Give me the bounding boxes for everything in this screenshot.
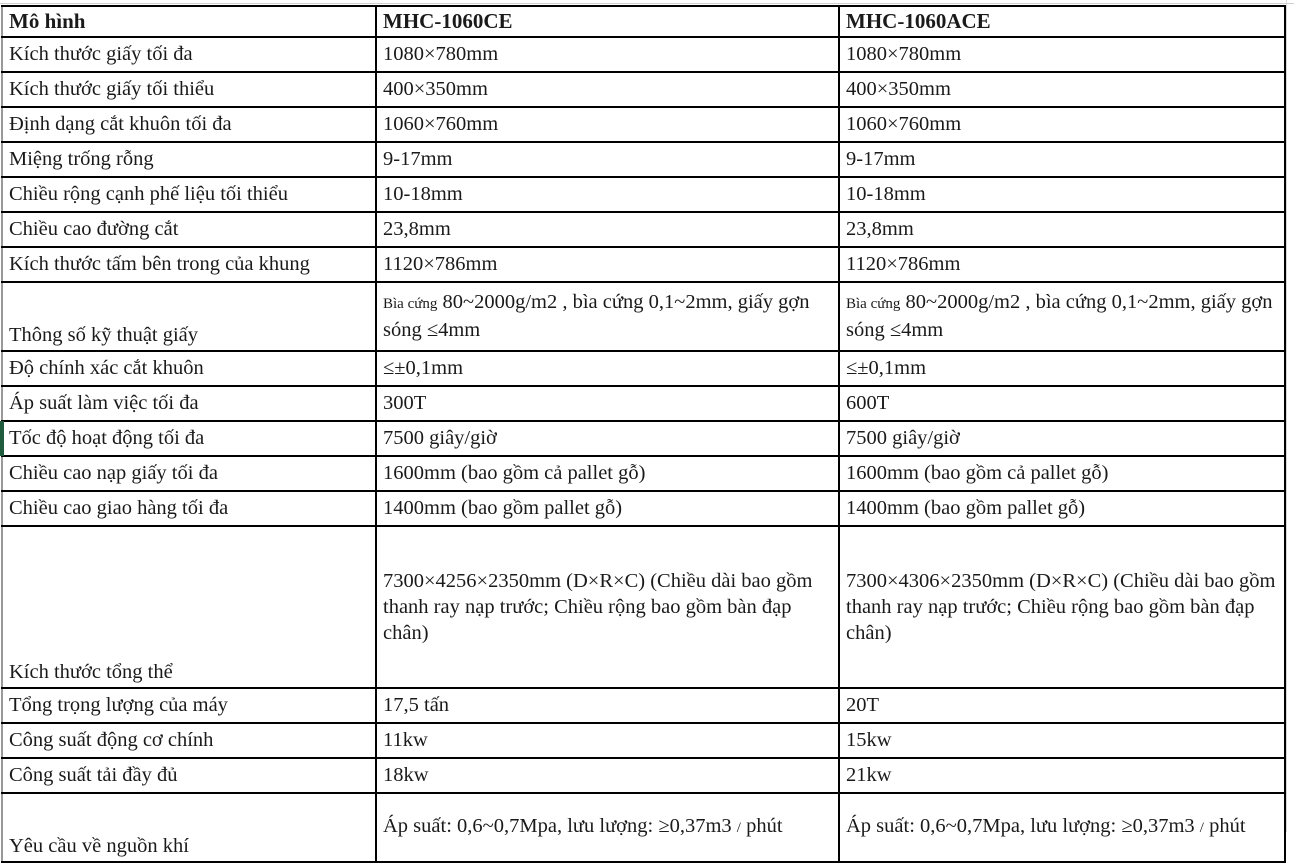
- row-label-cell[interactable]: Kích thước tổng thể: [2, 526, 376, 688]
- table-row[interactable]: [2, 177, 1285, 212]
- table-row[interactable]: [2, 142, 1285, 177]
- machine-specification-table: [1, 5, 1286, 863]
- table-header-row: [2, 6, 1285, 37]
- row-label-cell[interactable]: Áp suất làm việc tối đa: [2, 386, 376, 421]
- value-cell-mhc-1060ce[interactable]: 1120×786mm: [376, 247, 839, 282]
- row-label-cell[interactable]: Kích thước tấm bên trong của khung: [2, 247, 376, 282]
- value-cell-mhc-1060ce[interactable]: 23,8mm: [376, 212, 839, 247]
- value-cell-mhc-1060ce[interactable]: ≤±0,1mm: [376, 351, 839, 386]
- value-cell-mhc-1060ace[interactable]: 7300×4306×2350mm (D×R×C) (Chiều dài bao gồm thanh ray nạp trước; Chiều rộng bao gồm bàn đạp chân): [839, 526, 1285, 688]
- value-cell-mhc-1060ce[interactable]: 17,5 tấn: [376, 688, 839, 723]
- cell-text-fragment: Bìa cứng: [383, 296, 438, 312]
- value-cell-mhc-1060ace[interactable]: 9-17mm: [839, 142, 1285, 177]
- cell-text-fragment: phút: [1203, 815, 1246, 837]
- value-cell-mhc-1060ace[interactable]: ≤±0,1mm: [839, 351, 1285, 386]
- value-cell-mhc-1060ce[interactable]: [376, 282, 839, 351]
- value-cell-mhc-1060ace[interactable]: 1080×780mm: [839, 37, 1285, 72]
- row-label-cell[interactable]: Yêu cầu về nguồn khí: [2, 793, 376, 862]
- table-row[interactable]: [2, 758, 1285, 793]
- row-label-cell[interactable]: Chiều rộng cạnh phế liệu tối thiểu: [2, 177, 376, 212]
- row-label-cell[interactable]: Độ chính xác cắt khuôn: [2, 351, 376, 386]
- value-cell-mhc-1060ce[interactable]: 1080×780mm: [376, 37, 839, 72]
- table-row[interactable]: [2, 688, 1285, 723]
- row-label-cell[interactable]: Chiều cao nạp giấy tối đa: [2, 456, 376, 491]
- table-row[interactable]: [2, 793, 1285, 862]
- row-label-cell[interactable]: Tổng trọng lượng của máy: [2, 688, 376, 723]
- table-row[interactable]: [2, 421, 1285, 456]
- column-header-mhc-1060ce[interactable]: MHC-1060CE: [376, 6, 839, 37]
- cell-text-fragment: 80~2000g/m2 , bìa cứng 0,1~2mm, giấy gợn sóng ≤4mm: [846, 291, 1273, 341]
- row-label-cell[interactable]: Công suất tải đầy đủ: [2, 758, 376, 793]
- value-cell-mhc-1060ce[interactable]: 11kw: [376, 723, 839, 758]
- table-row[interactable]: [2, 723, 1285, 758]
- table-row[interactable]: [2, 72, 1285, 107]
- table-row[interactable]: [2, 526, 1285, 688]
- value-cell-mhc-1060ace[interactable]: 400×350mm: [839, 72, 1285, 107]
- cell-text-fragment: phút: [740, 815, 783, 837]
- cell-text-fragment: Bìa cứng: [846, 296, 901, 312]
- value-cell-mhc-1060ce[interactable]: 9-17mm: [376, 142, 839, 177]
- value-cell-mhc-1060ace[interactable]: 1600mm (bao gồm cả pallet gỗ): [839, 456, 1285, 491]
- row-label-cell[interactable]: Tốc độ hoạt động tối đa: [2, 421, 376, 456]
- value-cell-mhc-1060ce[interactable]: 1400mm (bao gồm pallet gỗ): [376, 491, 839, 526]
- table-row[interactable]: [2, 386, 1285, 421]
- value-cell-mhc-1060ace[interactable]: 1400mm (bao gồm pallet gỗ): [839, 491, 1285, 526]
- cell-text-fragment: /: [1199, 820, 1204, 836]
- row-label-cell[interactable]: Định dạng cắt khuôn tối đa: [2, 107, 376, 142]
- column-header-mhc-1060ace[interactable]: MHC-1060ACE: [839, 6, 1285, 37]
- value-cell-mhc-1060ce[interactable]: 7300×4256×2350mm (D×R×C) (Chiều dài bao gồm thanh ray nạp trước; Chiều rộng bao gồm bàn đạp chân): [376, 526, 839, 688]
- row-label-cell[interactable]: Kích thước giấy tối thiểu: [2, 72, 376, 107]
- value-cell-mhc-1060ce[interactable]: 300T: [376, 386, 839, 421]
- value-cell-mhc-1060ace[interactable]: 600T: [839, 386, 1285, 421]
- table-row[interactable]: [2, 456, 1285, 491]
- table-row[interactable]: [2, 491, 1285, 526]
- value-cell-mhc-1060ace[interactable]: 23,8mm: [839, 212, 1285, 247]
- sheet-gridline-right: [1286, 0, 1287, 832]
- cell-text-fragment: Áp suất: 0,6~0,7Mpa, lưu lượng: ≥0,37m3: [846, 815, 1200, 837]
- table-row[interactable]: [2, 351, 1285, 386]
- value-cell-mhc-1060ce[interactable]: 1060×760mm: [376, 107, 839, 142]
- cell-text-fragment: 80~2000g/m2 , bìa cứng 0,1~2mm, giấy gợn sóng ≤4mm: [383, 291, 810, 341]
- row-label-cell[interactable]: Thông số kỹ thuật giấy: [2, 282, 376, 351]
- value-cell-mhc-1060ce[interactable]: [376, 793, 839, 862]
- table-row[interactable]: [2, 282, 1285, 351]
- value-cell-mhc-1060ace[interactable]: 1060×760mm: [839, 107, 1285, 142]
- table-row[interactable]: [2, 107, 1285, 142]
- table-row[interactable]: [2, 37, 1285, 72]
- cell-text-fragment: /: [736, 820, 741, 836]
- table-row[interactable]: [2, 212, 1285, 247]
- value-cell-mhc-1060ce[interactable]: 1600mm (bao gồm cả pallet gỗ): [376, 456, 839, 491]
- row-selection-accent: [0, 421, 4, 456]
- row-label-cell[interactable]: Chiều cao giao hàng tối đa: [2, 491, 376, 526]
- value-cell-mhc-1060ace[interactable]: [839, 793, 1285, 862]
- value-cell-mhc-1060ce[interactable]: 400×350mm: [376, 72, 839, 107]
- value-cell-mhc-1060ce[interactable]: 10-18mm: [376, 177, 839, 212]
- value-cell-mhc-1060ce[interactable]: 7500 giây/giờ: [376, 421, 839, 456]
- row-label-cell[interactable]: Miệng trống rỗng: [2, 142, 376, 177]
- value-cell-mhc-1060ace[interactable]: 7500 giây/giờ: [839, 421, 1285, 456]
- value-cell-mhc-1060ace[interactable]: [839, 282, 1285, 351]
- value-cell-mhc-1060ace[interactable]: 1120×786mm: [839, 247, 1285, 282]
- column-header-model-label[interactable]: Mô hình: [2, 6, 376, 37]
- row-label-cell[interactable]: Kích thước giấy tối đa: [2, 37, 376, 72]
- row-label-cell[interactable]: Công suất động cơ chính: [2, 723, 376, 758]
- value-cell-mhc-1060ce[interactable]: 18kw: [376, 758, 839, 793]
- value-cell-mhc-1060ace[interactable]: 10-18mm: [839, 177, 1285, 212]
- row-label-cell[interactable]: Chiều cao đường cắt: [2, 212, 376, 247]
- value-cell-mhc-1060ace[interactable]: 15kw: [839, 723, 1285, 758]
- table-body: [2, 37, 1285, 862]
- sheet-gridline-top: [0, 3, 1294, 4]
- cell-text-fragment: Áp suất: 0,6~0,7Mpa, lưu lượng: ≥0,37m3: [383, 815, 737, 837]
- value-cell-mhc-1060ace[interactable]: 21kw: [839, 758, 1285, 793]
- table-row[interactable]: [2, 247, 1285, 282]
- value-cell-mhc-1060ace[interactable]: 20T: [839, 688, 1285, 723]
